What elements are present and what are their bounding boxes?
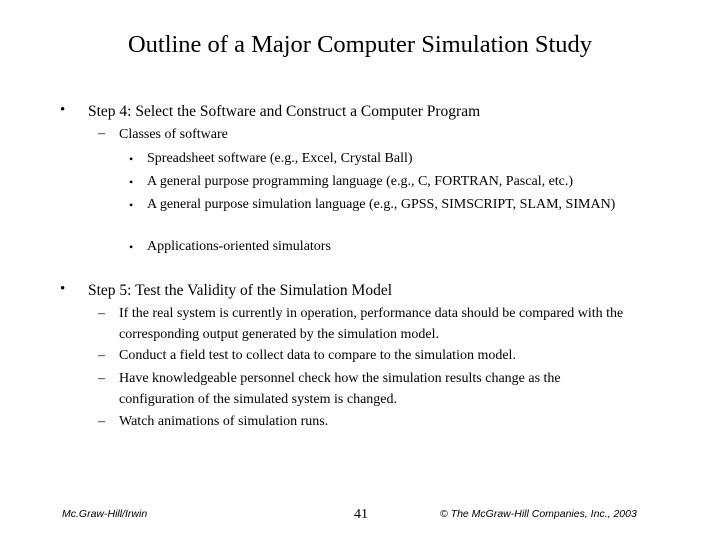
slide-title: Outline of a Major Computer Simulation Study	[127, 31, 593, 58]
bullet-icon: •	[129, 240, 134, 254]
software-class-item: A general purpose simulation language (e.g., GPSS, SIMSCRIPT, SLAM, SIMAN)	[147, 197, 616, 212]
step5-heading: Step 5: Test the Validity of the Simulation Model	[88, 282, 393, 299]
software-class-item: Applications-oriented simulators	[147, 239, 331, 254]
dash-icon: –	[98, 371, 105, 386]
bullet-icon: •	[129, 175, 134, 189]
validity-item: Conduct a field test to collect data to compare to the simulation model.	[119, 348, 516, 363]
software-class-item: A general purpose programming language (e.g., C, FORTRAN, Pascal, etc.)	[147, 174, 574, 189]
dash-icon: –	[98, 414, 105, 429]
page-number: 41	[354, 507, 368, 522]
dash-icon: –	[98, 306, 105, 321]
dash-icon: –	[98, 348, 105, 363]
software-class-item: Spreadsheet software (e.g., Excel, Crystal Ball)	[147, 151, 413, 166]
bullet-icon: •	[129, 152, 134, 166]
dash-icon: –	[98, 126, 105, 141]
footer-publisher: Mc.Graw-Hill/Irwin	[62, 508, 148, 520]
bullet-icon: •	[60, 102, 66, 118]
bullet-icon: •	[60, 281, 66, 297]
validity-item: Watch animations of simulation runs.	[119, 414, 329, 429]
bullet-icon: •	[129, 198, 134, 212]
footer-copyright: © The McGraw-Hill Companies, Inc., 2003	[440, 508, 637, 520]
validity-item: Have knowledgeable personnel check how the simulation results change as the configuration of the simulated system is changed.	[119, 371, 561, 407]
validity-item: If the real system is currently in operation, performance data should be compared with the corresponding output generated by the simulation model.	[119, 306, 624, 342]
step4-subheading: Classes of software	[119, 127, 228, 142]
step4-heading: Step 4: Select the Software and Construct a Computer Program	[88, 103, 481, 120]
